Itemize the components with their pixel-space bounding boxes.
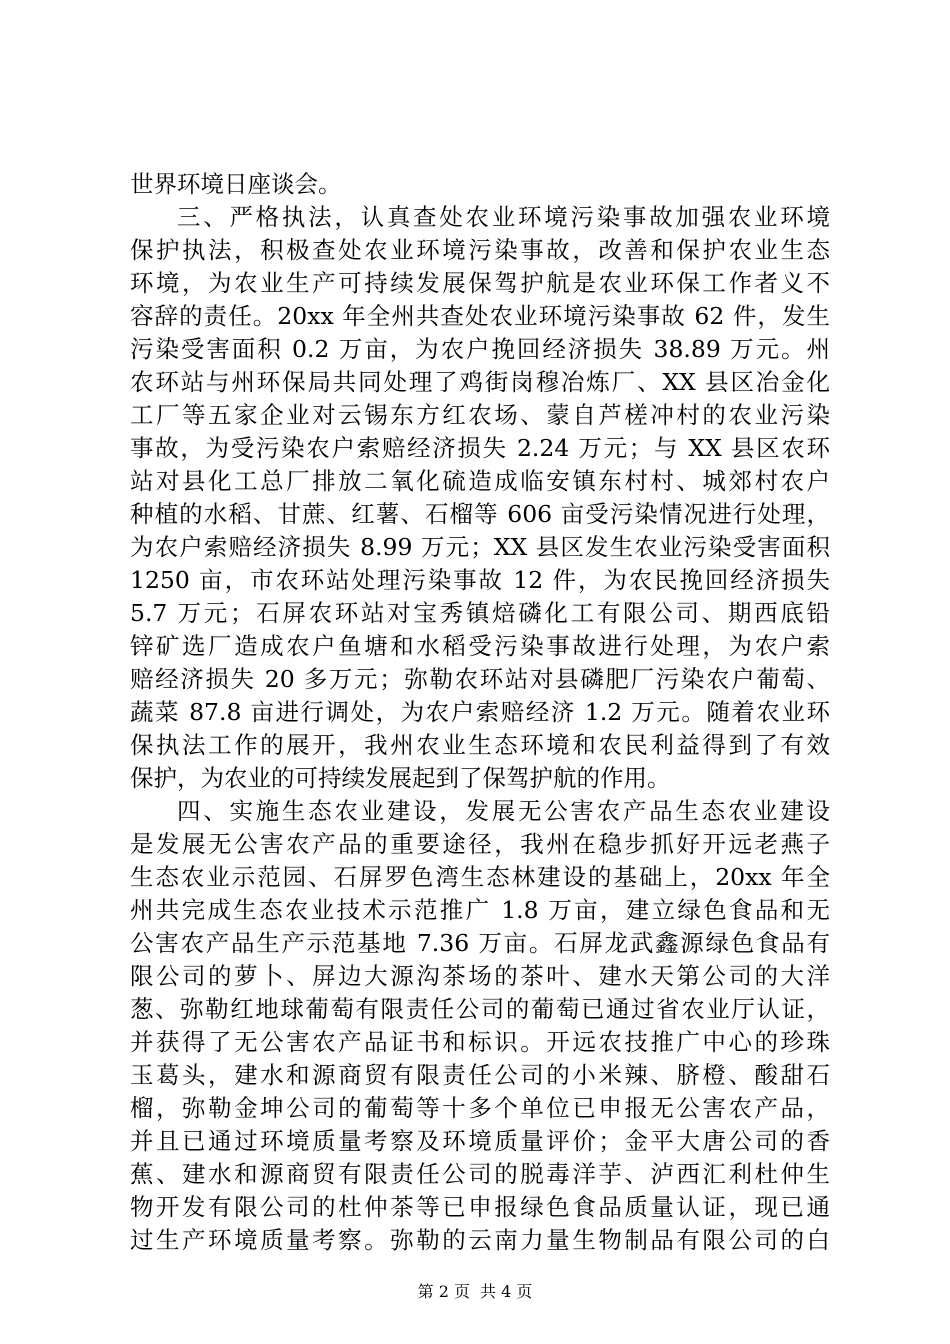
paragraph-end-line: 保护，为农业的可持续发展起到了保驾护航的作用。 (130, 764, 671, 792)
text-line: 为农户索赔经济损失 8.99 万元；XX 县区发生农业污染受害面积 (130, 533, 830, 561)
page-number: 第 2 页 (417, 1282, 470, 1301)
text-line: 葱、弥勒红地球葡萄有限责任公司的葡萄已通过省农业厅认证， (130, 995, 830, 1023)
text-line: 容辞的责任。20xx 年全州共查处农业环境污染事故 62 件，发生 (130, 302, 830, 330)
text-line: 工厂等五家企业对云锡东方红农场、蒙自芦槎冲村的农业污染 (130, 401, 830, 429)
document-body (130, 168, 830, 1257)
text-line: 公害农产品生产示范基地 7.36 万亩。石屏龙武鑫源绿色食品有 (130, 929, 830, 957)
text-line: 锌矿选厂造成农户鱼塘和水稻受污染事故进行处理，为农户索 (130, 632, 830, 660)
text-line: 事故，为受污染农户索赔经济损失 2.24 万元；与 XX 县区农环 (130, 434, 830, 462)
text-line: 赔经济损失 20 多万元；弥勒农环站对县磷肥厂污染农户葡萄、 (130, 665, 830, 693)
page-footer (0, 1282, 950, 1302)
text-line: 是发展无公害农产品的重要途径，我州在稳步抓好开远老燕子 (130, 830, 830, 858)
text-line: 5.7 万元；石屏农环站对宝秀镇焙磷化工有限公司、期西底铅 (130, 599, 830, 627)
text-line: 玉葛头，建水和源商贸有限责任公司的小米辣、脐橙、酸甜石 (130, 1061, 830, 1089)
text-line: 蔬菜 87.8 亩进行调处，为农户索赔经济 1.2 万元。随着农业环 (130, 698, 830, 726)
text-line: 农环站与州环保局共同处理了鸡街岗穆冶炼厂、XX 县区冶金化 (130, 368, 830, 396)
text-line: 蕉、建水和源商贸有限责任公司的脱毒洋芋、泸西汇利杜仲生 (130, 1160, 830, 1188)
text-line: 限公司的萝卜、屏边大源沟茶场的茶叶、建水天第公司的大洋 (130, 962, 830, 990)
text-line: 1250 亩，市农环站处理污染事故 12 件，为农民挽回经济损失 (130, 566, 830, 594)
page-total: 共 4 页 (480, 1282, 533, 1301)
text-line: 州共完成生态农业技术示范推广 1.8 万亩，建立绿色食品和无 (130, 896, 830, 924)
text-line: 生态农业示范园、石屏罗色湾生态林建设的基础上，20xx 年全 (130, 863, 830, 891)
text-line: 物开发有限公司的杜仲茶等已申报绿色食品质量认证，现已通 (130, 1193, 830, 1221)
paragraph-start-line: 四、实施生态农业建设，发展无公害农产品生态农业建设 (177, 797, 830, 825)
text-line: 并获得了无公害农产品证书和标识。开远农技推广中心的珍珠 (130, 1028, 830, 1056)
paragraph-start-line: 三、严格执法，认真查处农业环境污染事故加强农业环境 (177, 203, 830, 231)
text-line: 污染受害面积 0.2 万亩，为农户挽回经济损失 38.89 万元。州 (130, 335, 830, 363)
text-line: 并且已通过环境质量考察及环境质量评价；金平大唐公司的香 (130, 1127, 830, 1155)
text-line: 世界环境日座谈会。 (130, 170, 342, 198)
text-line: 站对县化工总厂排放二氧化硫造成临安镇东村村、城郊村农户 (130, 467, 830, 495)
text-line: 保执法工作的展开，我州农业生态环境和农民利益得到了有效 (130, 731, 830, 759)
text-line: 环境，为农业生产可持续发展保驾护航是农业环保工作者义不 (130, 269, 830, 297)
text-line: 过生产环境质量考察。弥勒的云南力量生物制品有限公司的白 (130, 1226, 830, 1254)
text-line: 保护执法，积极查处农业环境污染事故，改善和保护农业生态 (130, 236, 830, 264)
text-line: 种植的水稻、甘蔗、红薯、石榴等 606 亩受污染情况进行处理， (130, 500, 830, 528)
text-line: 榴，弥勒金坤公司的葡萄等十多个单位已申报无公害农产品， (130, 1094, 830, 1122)
